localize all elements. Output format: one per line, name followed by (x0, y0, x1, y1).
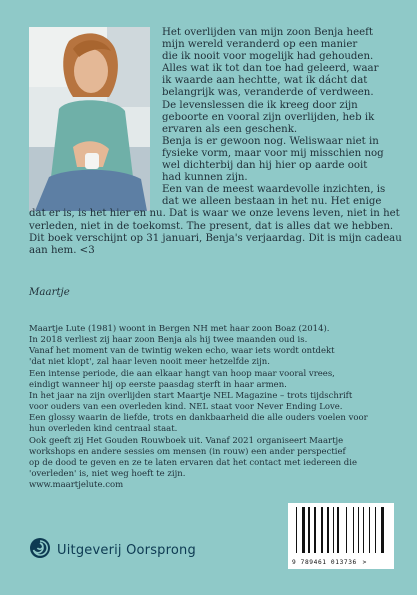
barcode-bar (353, 507, 354, 553)
quote-line: Benja is er gewoon nog. Weliswaar niet in (162, 135, 379, 147)
quote-line: De levenslessen die ik kreeg door zijn (162, 99, 358, 111)
publisher-name: Uitgeverij Oorsprong (57, 542, 196, 558)
bio-line: 'dat niet klopt', zal haar leven nooit meer hetzelfde zijn. (29, 357, 270, 368)
barcode-bar (314, 507, 316, 553)
isbn-barcode (288, 503, 394, 569)
quote-line: die ik nooit voor mogelijk had gehouden. (162, 51, 374, 63)
barcode-bar (381, 507, 384, 553)
barcode-bar (363, 507, 364, 553)
barcode-bar (375, 507, 376, 553)
quote-line: aan hem. <3 (29, 244, 95, 256)
bio-line: In het jaar na zijn overlijden start Maartje NEL Magazine – trots tijdschrift (29, 390, 353, 401)
barcode-bar (302, 507, 305, 553)
barcode-bar (337, 507, 339, 553)
barcode-bar (308, 507, 310, 553)
barcode-bars (294, 507, 388, 557)
quote-line: verleden, niet in de toekomst. The present, dat is alles dat we hebben. (29, 220, 394, 232)
quote-line: had kunnen zijn. (162, 172, 248, 184)
barcode-bar (321, 507, 323, 553)
barcode-bar (346, 507, 347, 553)
quote-line: dat we alleen bestaan in het nu. Het enige (162, 196, 382, 208)
bio-line: Een glossy waarin de liefde, trots en dankbaarheid die alle ouders voelen voor (29, 413, 368, 424)
quote-line: geboorte en vooral zijn overlijden, heb ik (162, 111, 375, 123)
quote-line: Het overlijden van mijn zoon Benja heeft (162, 27, 374, 38)
quote-line: dat er is, is het hier en nu. Dat is waar we onze levens leven, niet in het (29, 208, 400, 220)
quote-line: ik waarde aan hechtte, wat ik dácht dat (162, 75, 368, 87)
bio-line: eindigt wanneer hij op eerste paasdag sterft in haar armen. (29, 379, 287, 390)
bio-line: op de dood te geven en ze te laten ervaren dat het contact met iedereen die (29, 457, 357, 468)
quote-text (29, 27, 402, 256)
quote-full-width (29, 208, 402, 256)
bio-line: hun overleden kind centraal staat. (29, 424, 178, 435)
barcode-bar (369, 507, 370, 553)
bio-line: 'overleden' is, niet weg hoeft te zijn. (29, 469, 186, 480)
isbn-digits (292, 559, 367, 566)
author-photo (29, 27, 150, 211)
quote-line: ervaren als een geschenk. (162, 123, 298, 135)
bio-line: Een intense periode, die aan elkaar hangt van hoop maar vooral vrees, (29, 368, 335, 379)
barcode-bar (333, 507, 334, 553)
bio-line: voor ouders van een overleden kind. NEL staat voor Never Ending Love. (29, 402, 343, 413)
author-signature: Maartje (29, 287, 70, 298)
bio-line: Maartje Lute (1981) woont in Bergen NH met haar zoon Boaz (2014). (29, 324, 330, 334)
isbn-number: 9 789461 013736 (292, 559, 357, 566)
quote-line: wel dichterbij dan hij hier op aarde ooit (162, 160, 368, 172)
quote-line: belangrijk was, veranderde of verdween. (162, 87, 374, 99)
isbn-suffix: > (362, 559, 367, 566)
quote-line: Alles wat ik tot dan toe had geleerd, waar (162, 63, 379, 75)
bio-line: Vanaf het moment van de twintig weken echo, waar iets wordt ontdekt (29, 346, 335, 357)
quote-line: fysieke vorm, maar voor mij misschien nog (162, 147, 384, 159)
publisher-block (29, 537, 196, 563)
barcode-bar (358, 507, 359, 553)
bio-website: www.maartjelute.com (29, 480, 124, 491)
bio-line: Ook geeft zij Het Gouden Rouwboek uit. Vanaf 2021 organiseert Maartje (29, 435, 344, 446)
bio-line: In 2018 verliest zij haar zoon Benja als hij twee maanden oud is. (29, 335, 308, 346)
quote-line: Dit boek verschijnt op 31 januari, Benja's verjaardag. Dit is mijn cadeau (29, 232, 402, 244)
barcode-bar (327, 507, 329, 553)
bio-line: workshops en andere sessies om mensen (in rouw) een ander perspectief (29, 446, 346, 457)
spiral-logo-icon (29, 537, 51, 563)
quote-line: mijn wereld veranderd op een manier (162, 39, 358, 51)
barcode-bar (296, 507, 297, 553)
author-bio (29, 324, 391, 491)
quote-line: Een van de meest waardevolle inzichten, is (162, 184, 386, 196)
